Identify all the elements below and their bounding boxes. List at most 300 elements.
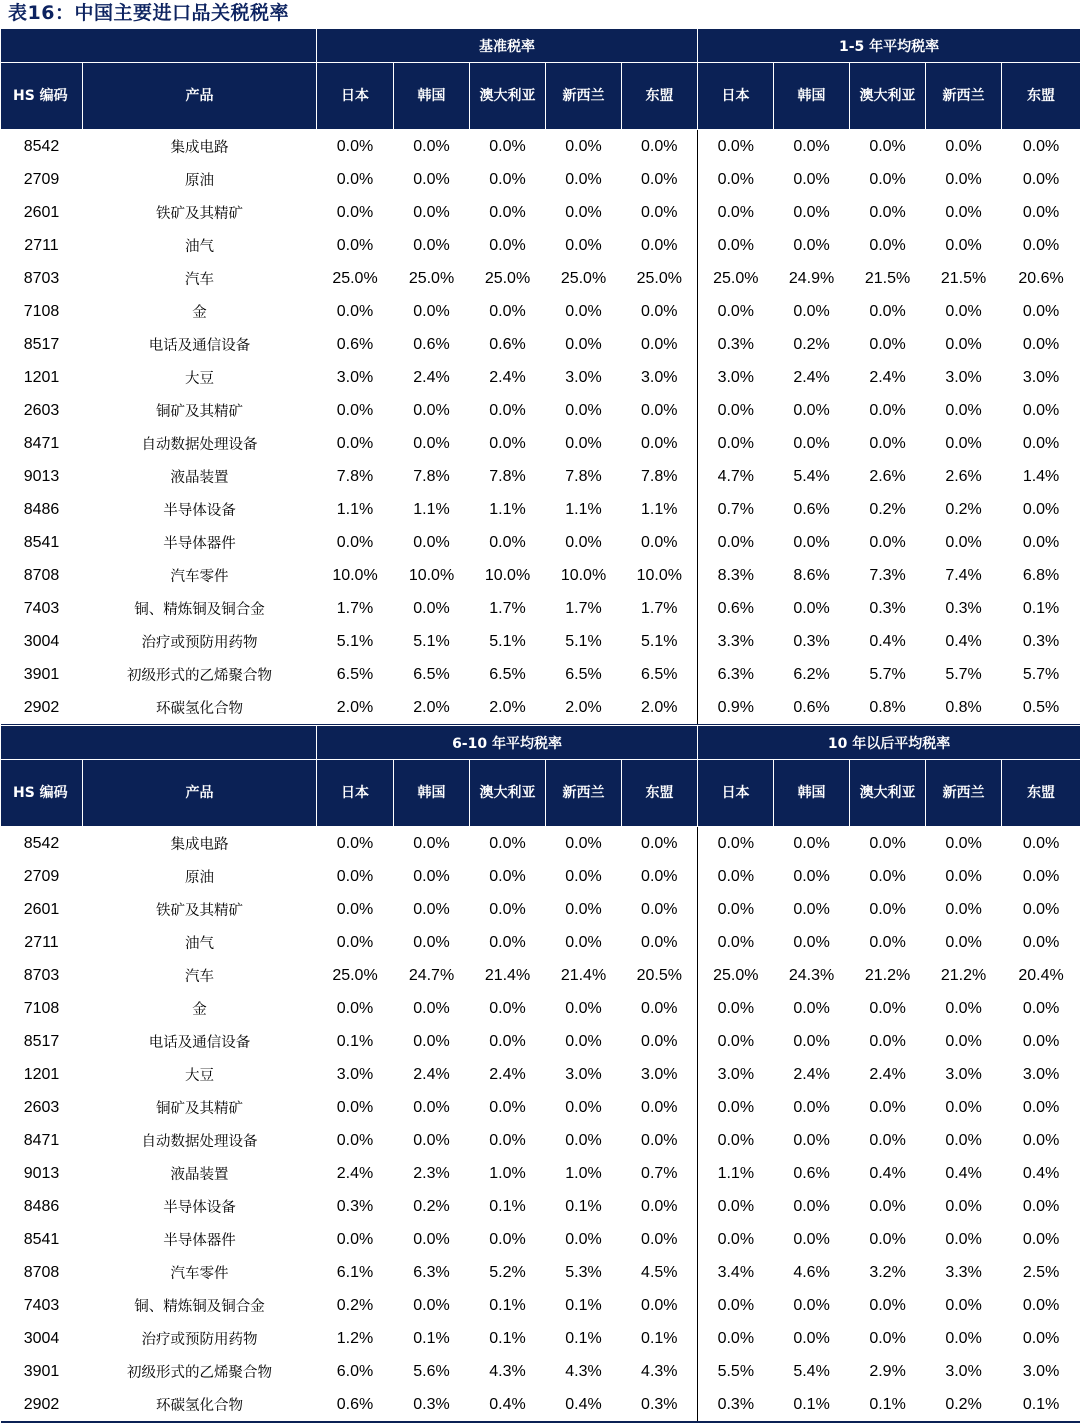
- rate-cell: 0.0%: [546, 827, 622, 861]
- rate-cell: 1.1%: [470, 493, 546, 526]
- product-cell: 治疗或预防用药物: [83, 1322, 317, 1355]
- rate-cell: 0.0%: [317, 1223, 394, 1256]
- rate-cell: 0.2%: [394, 1190, 470, 1223]
- rate-cell: 0.0%: [774, 1190, 850, 1223]
- hs-code-cell: 3901: [1, 1355, 83, 1388]
- rate-cell: 3.0%: [622, 1058, 698, 1091]
- rate-cell: 0.0%: [850, 328, 926, 361]
- rate-cell: 0.0%: [926, 1190, 1002, 1223]
- rate-cell: 0.0%: [622, 1223, 698, 1256]
- rate-cell: 0.1%: [546, 1322, 622, 1355]
- table-row: [1, 361, 1080, 394]
- rate-cell: 0.4%: [850, 625, 926, 658]
- group-header-row: [1, 726, 1080, 760]
- rate-cell: 0.0%: [394, 394, 470, 427]
- rate-cell: 0.2%: [317, 1289, 394, 1322]
- rate-cell: 3.0%: [926, 1058, 1002, 1091]
- rate-cell: 0.0%: [774, 427, 850, 460]
- table-row: [1, 130, 1080, 164]
- rate-cell: 0.8%: [926, 691, 1002, 725]
- rate-cell: 1.1%: [394, 493, 470, 526]
- rate-cell: 3.0%: [1002, 1355, 1080, 1388]
- rate-cell: 0.0%: [850, 1124, 926, 1157]
- rate-cell: 0.0%: [1002, 827, 1080, 861]
- group-header-row: [1, 29, 1080, 63]
- rate-cell: 24.7%: [394, 959, 470, 992]
- table-row: [1, 1157, 1080, 1190]
- product-cell: 初级形式的乙烯聚合物: [83, 1355, 317, 1388]
- rate-cell: 0.0%: [394, 1025, 470, 1058]
- rate-cell: 0.0%: [546, 1124, 622, 1157]
- rate-cell: 21.5%: [926, 262, 1002, 295]
- rate-cell: 5.7%: [926, 658, 1002, 691]
- product-cell: 铜矿及其精矿: [83, 394, 317, 427]
- rate-cell: 0.6%: [774, 1157, 850, 1190]
- table-row: [1, 691, 1080, 725]
- rate-cell: 0.0%: [317, 992, 394, 1025]
- product-cell: 大豆: [83, 361, 317, 394]
- rate-cell: 0.0%: [546, 130, 622, 164]
- country-header: 东盟: [1002, 760, 1080, 827]
- rate-cell: 0.0%: [317, 893, 394, 926]
- rate-cell: 0.0%: [470, 229, 546, 262]
- table-row: [1, 1190, 1080, 1223]
- rate-cell: 0.0%: [394, 196, 470, 229]
- product-cell: 铜矿及其精矿: [83, 1091, 317, 1124]
- rate-cell: 0.7%: [622, 1157, 698, 1190]
- hs-code-cell: 7108: [1, 992, 83, 1025]
- rate-cell: 4.3%: [546, 1355, 622, 1388]
- rate-cell: 0.6%: [774, 493, 850, 526]
- rate-cell: 3.3%: [926, 1256, 1002, 1289]
- rate-cell: 0.0%: [1002, 328, 1080, 361]
- rate-cell: 0.0%: [926, 229, 1002, 262]
- hs-code-cell: 2603: [1, 1091, 83, 1124]
- rate-cell: 1.1%: [317, 493, 394, 526]
- rate-cell: 0.0%: [317, 394, 394, 427]
- rate-cell: 4.3%: [622, 1355, 698, 1388]
- rate-cell: 25.0%: [698, 959, 774, 992]
- rate-cell: 2.4%: [850, 361, 926, 394]
- rate-cell: 0.6%: [774, 691, 850, 725]
- rate-cell: 0.0%: [926, 163, 1002, 196]
- rate-cell: 2.4%: [470, 361, 546, 394]
- rate-cell: 25.0%: [546, 262, 622, 295]
- rate-cell: 0.0%: [546, 328, 622, 361]
- rate-cell: 0.0%: [394, 893, 470, 926]
- rate-cell: 0.0%: [470, 1091, 546, 1124]
- rate-cell: 0.0%: [394, 1091, 470, 1124]
- rate-cell: 5.2%: [470, 1256, 546, 1289]
- rate-cell: 0.0%: [470, 827, 546, 861]
- rate-cell: 0.6%: [394, 328, 470, 361]
- group-header: 1-5 年平均税率: [698, 29, 1080, 63]
- rate-cell: 0.0%: [546, 196, 622, 229]
- rate-cell: 0.0%: [394, 130, 470, 164]
- rate-cell: 7.8%: [470, 460, 546, 493]
- table-row: [1, 295, 1080, 328]
- rate-cell: 21.2%: [850, 959, 926, 992]
- rate-cell: 3.0%: [1002, 361, 1080, 394]
- rate-cell: 25.0%: [394, 262, 470, 295]
- rate-cell: 0.0%: [1002, 295, 1080, 328]
- rate-cell: 25.0%: [317, 262, 394, 295]
- product-cell: 液晶装置: [83, 1157, 317, 1190]
- table-row: [1, 1355, 1080, 1388]
- rate-cell: 0.0%: [850, 1289, 926, 1322]
- rate-cell: 0.0%: [546, 1025, 622, 1058]
- hs-code-cell: 2709: [1, 163, 83, 196]
- hs-code-cell: 7108: [1, 295, 83, 328]
- country-header: 东盟: [622, 760, 698, 827]
- table-row: [1, 860, 1080, 893]
- group-header: 基准税率: [317, 29, 698, 63]
- rate-cell: 0.0%: [698, 163, 774, 196]
- hs-code-cell: 8541: [1, 1223, 83, 1256]
- rate-cell: 0.6%: [317, 328, 394, 361]
- rate-cell: 1.0%: [546, 1157, 622, 1190]
- rate-cell: 0.0%: [317, 526, 394, 559]
- rate-cell: 0.0%: [1002, 1322, 1080, 1355]
- rate-cell: 6.2%: [774, 658, 850, 691]
- rate-cell: 0.0%: [622, 992, 698, 1025]
- rate-cell: 0.0%: [698, 1289, 774, 1322]
- rate-cell: 0.0%: [317, 229, 394, 262]
- rate-cell: 2.5%: [1002, 1256, 1080, 1289]
- rate-cell: 0.0%: [774, 130, 850, 164]
- rate-cell: 0.0%: [698, 295, 774, 328]
- rate-cell: 0.0%: [698, 992, 774, 1025]
- rate-cell: 0.6%: [317, 1388, 394, 1422]
- product-cell: 汽车零件: [83, 559, 317, 592]
- rate-cell: 0.0%: [622, 1091, 698, 1124]
- product-cell: 治疗或预防用药物: [83, 625, 317, 658]
- hs-code-cell: 8542: [1, 827, 83, 861]
- rate-cell: 3.0%: [317, 1058, 394, 1091]
- rate-cell: 0.0%: [774, 196, 850, 229]
- rate-cell: 0.8%: [850, 691, 926, 725]
- country-header: 日本: [698, 63, 774, 130]
- country-header: 韩国: [394, 760, 470, 827]
- rate-cell: 6.5%: [622, 658, 698, 691]
- rate-cell: 0.0%: [470, 526, 546, 559]
- rate-cell: 0.0%: [698, 1124, 774, 1157]
- rate-cell: 24.3%: [774, 959, 850, 992]
- rate-cell: 0.0%: [622, 130, 698, 164]
- rate-cell: 0.0%: [1002, 893, 1080, 926]
- rate-cell: 10.0%: [470, 559, 546, 592]
- rate-cell: 0.1%: [622, 1322, 698, 1355]
- hs-code-cell: 8471: [1, 1124, 83, 1157]
- rate-cell: 0.0%: [850, 926, 926, 959]
- rate-cell: 6.5%: [317, 658, 394, 691]
- hs-code-cell: 2902: [1, 691, 83, 725]
- rate-cell: 2.4%: [317, 1157, 394, 1190]
- hs-code-header: HS 编码: [1, 760, 83, 827]
- hs-code-cell: 3004: [1, 1322, 83, 1355]
- rate-cell: 0.0%: [698, 860, 774, 893]
- rate-cell: 0.0%: [394, 229, 470, 262]
- rate-cell: 5.1%: [622, 625, 698, 658]
- rate-cell: 4.6%: [774, 1256, 850, 1289]
- rate-cell: 0.0%: [317, 1124, 394, 1157]
- rate-cell: 1.0%: [470, 1157, 546, 1190]
- rate-cell: 8.3%: [698, 559, 774, 592]
- rate-cell: 3.0%: [546, 1058, 622, 1091]
- product-cell: 原油: [83, 163, 317, 196]
- country-header: 东盟: [1002, 63, 1080, 130]
- rate-cell: 0.0%: [622, 1025, 698, 1058]
- rate-cell: 0.0%: [470, 163, 546, 196]
- rate-cell: 0.1%: [1002, 592, 1080, 625]
- rate-cell: 2.4%: [394, 361, 470, 394]
- group-header-blank: [1, 29, 317, 63]
- rate-cell: 0.0%: [926, 992, 1002, 1025]
- rate-cell: 0.0%: [850, 1091, 926, 1124]
- rate-cell: 0.0%: [622, 1124, 698, 1157]
- rate-cell: 0.0%: [470, 196, 546, 229]
- rate-cell: 0.0%: [1002, 926, 1080, 959]
- rate-cell: 0.0%: [546, 860, 622, 893]
- rate-cell: 0.0%: [622, 163, 698, 196]
- product-cell: 金: [83, 992, 317, 1025]
- rate-cell: 0.0%: [850, 427, 926, 460]
- table-row: [1, 526, 1080, 559]
- rate-cell: 0.0%: [698, 1025, 774, 1058]
- rate-cell: 0.3%: [926, 592, 1002, 625]
- hs-code-cell: 2711: [1, 926, 83, 959]
- rate-cell: 0.1%: [774, 1388, 850, 1422]
- table-row: [1, 893, 1080, 926]
- product-cell: 集成电路: [83, 130, 317, 164]
- rate-cell: 2.0%: [317, 691, 394, 725]
- country-header: 新西兰: [926, 760, 1002, 827]
- product-cell: 半导体器件: [83, 526, 317, 559]
- rate-cell: 0.0%: [850, 827, 926, 861]
- rate-cell: 0.0%: [926, 1322, 1002, 1355]
- rate-cell: 0.0%: [774, 394, 850, 427]
- rate-cell: 0.0%: [394, 1223, 470, 1256]
- rate-cell: 0.0%: [926, 196, 1002, 229]
- hs-code-cell: 9013: [1, 460, 83, 493]
- country-header: 日本: [698, 760, 774, 827]
- rate-cell: 5.4%: [774, 1355, 850, 1388]
- rate-cell: 21.4%: [546, 959, 622, 992]
- rate-cell: 0.2%: [926, 493, 1002, 526]
- rate-cell: 1.1%: [698, 1157, 774, 1190]
- rate-cell: 0.0%: [394, 926, 470, 959]
- rate-cell: 0.0%: [470, 295, 546, 328]
- rate-cell: 0.0%: [470, 394, 546, 427]
- rate-cell: 0.4%: [926, 1157, 1002, 1190]
- hs-code-cell: 2902: [1, 1388, 83, 1422]
- rate-cell: 0.0%: [926, 526, 1002, 559]
- rate-cell: 0.0%: [317, 130, 394, 164]
- rate-cell: 0.0%: [317, 427, 394, 460]
- rate-cell: 2.3%: [394, 1157, 470, 1190]
- hs-code-cell: 8517: [1, 1025, 83, 1058]
- rate-cell: 0.3%: [850, 592, 926, 625]
- rate-cell: 0.0%: [546, 992, 622, 1025]
- rate-cell: 0.0%: [622, 860, 698, 893]
- rate-cell: 0.0%: [698, 229, 774, 262]
- table-row: [1, 493, 1080, 526]
- rate-cell: 0.3%: [1002, 625, 1080, 658]
- rate-cell: 0.0%: [774, 1322, 850, 1355]
- rate-cell: 5.1%: [394, 625, 470, 658]
- table-row: [1, 1322, 1080, 1355]
- rate-cell: 0.0%: [774, 526, 850, 559]
- rate-cell: 5.3%: [546, 1256, 622, 1289]
- rate-cell: 1.1%: [546, 493, 622, 526]
- table-row: [1, 262, 1080, 295]
- rate-cell: 0.6%: [698, 592, 774, 625]
- group-header: 6-10 年平均税率: [317, 726, 698, 760]
- rate-cell: 0.0%: [926, 394, 1002, 427]
- tariff-table-1: [0, 28, 1080, 726]
- rate-cell: 0.0%: [926, 1289, 1002, 1322]
- rate-cell: 0.1%: [317, 1025, 394, 1058]
- rate-cell: 0.0%: [1002, 1091, 1080, 1124]
- rate-cell: 0.3%: [622, 1388, 698, 1422]
- rate-cell: 0.0%: [774, 1289, 850, 1322]
- rate-cell: 10.0%: [394, 559, 470, 592]
- product-cell: 铁矿及其精矿: [83, 196, 317, 229]
- rate-cell: 6.8%: [1002, 559, 1080, 592]
- rate-cell: 0.4%: [470, 1388, 546, 1422]
- rate-cell: 2.6%: [926, 460, 1002, 493]
- rate-cell: 5.1%: [317, 625, 394, 658]
- rate-cell: 0.0%: [850, 163, 926, 196]
- product-cell: 油气: [83, 926, 317, 959]
- product-cell: 铁矿及其精矿: [83, 893, 317, 926]
- rate-cell: 0.0%: [317, 196, 394, 229]
- rate-cell: 0.0%: [698, 926, 774, 959]
- rate-cell: 0.2%: [926, 1388, 1002, 1422]
- rate-cell: 6.0%: [317, 1355, 394, 1388]
- rate-cell: 0.0%: [1002, 1223, 1080, 1256]
- rate-cell: 0.0%: [622, 926, 698, 959]
- rate-cell: 0.0%: [394, 592, 470, 625]
- rate-cell: 6.3%: [698, 658, 774, 691]
- rate-cell: 0.0%: [1002, 1289, 1080, 1322]
- rate-cell: 0.0%: [622, 427, 698, 460]
- product-cell: 电话及通信设备: [83, 1025, 317, 1058]
- page-title: 表16：中国主要进口品关税税率: [8, 0, 289, 28]
- country-header: 新西兰: [926, 63, 1002, 130]
- rate-cell: 0.0%: [1002, 427, 1080, 460]
- rate-cell: 0.3%: [774, 625, 850, 658]
- rate-cell: 0.0%: [394, 1289, 470, 1322]
- rate-cell: 0.0%: [698, 1190, 774, 1223]
- rate-cell: 1.7%: [546, 592, 622, 625]
- rate-cell: 0.0%: [850, 229, 926, 262]
- table-row: [1, 1091, 1080, 1124]
- rate-cell: 20.4%: [1002, 959, 1080, 992]
- rate-cell: 6.5%: [394, 658, 470, 691]
- rate-cell: 0.0%: [546, 526, 622, 559]
- rate-cell: 0.0%: [470, 893, 546, 926]
- product-cell: 环碳氢化合物: [83, 1388, 317, 1422]
- rate-cell: 0.0%: [622, 1190, 698, 1223]
- hs-code-cell: 2711: [1, 229, 83, 262]
- rate-cell: 0.1%: [1002, 1388, 1080, 1422]
- rate-cell: 0.4%: [1002, 1157, 1080, 1190]
- rate-cell: 2.4%: [470, 1058, 546, 1091]
- rate-cell: 2.0%: [394, 691, 470, 725]
- rate-cell: 5.4%: [774, 460, 850, 493]
- rate-cell: 0.0%: [774, 592, 850, 625]
- rate-cell: 0.0%: [622, 1289, 698, 1322]
- rate-cell: 7.8%: [317, 460, 394, 493]
- country-header: 澳大利亚: [470, 63, 546, 130]
- table-row: [1, 592, 1080, 625]
- rate-cell: 0.0%: [317, 163, 394, 196]
- rate-cell: 0.1%: [546, 1289, 622, 1322]
- table-row: [1, 926, 1080, 959]
- group-header-blank: [1, 726, 317, 760]
- rate-cell: 25.0%: [317, 959, 394, 992]
- rate-cell: 0.3%: [317, 1190, 394, 1223]
- hs-code-cell: 9013: [1, 1157, 83, 1190]
- hs-code-cell: 8486: [1, 1190, 83, 1223]
- table-row: [1, 1388, 1080, 1422]
- country-header: 新西兰: [546, 760, 622, 827]
- rate-cell: 3.4%: [698, 1256, 774, 1289]
- table-row: [1, 1289, 1080, 1322]
- rate-cell: 5.6%: [394, 1355, 470, 1388]
- rate-cell: 0.0%: [698, 130, 774, 164]
- table-row: [1, 1223, 1080, 1256]
- rate-cell: 0.0%: [698, 1322, 774, 1355]
- rate-cell: 0.0%: [470, 1025, 546, 1058]
- rate-cell: 0.1%: [470, 1322, 546, 1355]
- hs-code-cell: 8708: [1, 559, 83, 592]
- rate-cell: 0.0%: [926, 1025, 1002, 1058]
- rate-cell: 0.2%: [850, 493, 926, 526]
- rate-cell: 0.0%: [926, 827, 1002, 861]
- rate-cell: 0.0%: [546, 427, 622, 460]
- table-row: [1, 658, 1080, 691]
- hs-code-cell: 8703: [1, 959, 83, 992]
- rate-cell: 2.4%: [774, 361, 850, 394]
- rate-cell: 0.0%: [774, 1025, 850, 1058]
- rate-cell: 0.0%: [1002, 130, 1080, 164]
- rate-cell: 0.4%: [926, 625, 1002, 658]
- rate-cell: 0.0%: [698, 526, 774, 559]
- rate-cell: 0.0%: [394, 860, 470, 893]
- hs-code-cell: 3004: [1, 625, 83, 658]
- rate-cell: 2.4%: [850, 1058, 926, 1091]
- hs-code-cell: 2709: [1, 860, 83, 893]
- rate-cell: 1.7%: [470, 592, 546, 625]
- rate-cell: 0.0%: [546, 394, 622, 427]
- product-cell: 汽车零件: [83, 1256, 317, 1289]
- rate-cell: 0.0%: [546, 1223, 622, 1256]
- rate-cell: 0.3%: [394, 1388, 470, 1422]
- rate-cell: 3.0%: [1002, 1058, 1080, 1091]
- rate-cell: 0.6%: [470, 328, 546, 361]
- rate-cell: 0.0%: [850, 1190, 926, 1223]
- rate-cell: 0.0%: [546, 163, 622, 196]
- rate-cell: 5.1%: [546, 625, 622, 658]
- rate-cell: 0.0%: [698, 1223, 774, 1256]
- rate-cell: 0.0%: [926, 860, 1002, 893]
- rate-cell: 0.0%: [622, 328, 698, 361]
- rate-cell: 0.0%: [774, 295, 850, 328]
- column-header-row: [1, 760, 1080, 827]
- country-header: 澳大利亚: [850, 63, 926, 130]
